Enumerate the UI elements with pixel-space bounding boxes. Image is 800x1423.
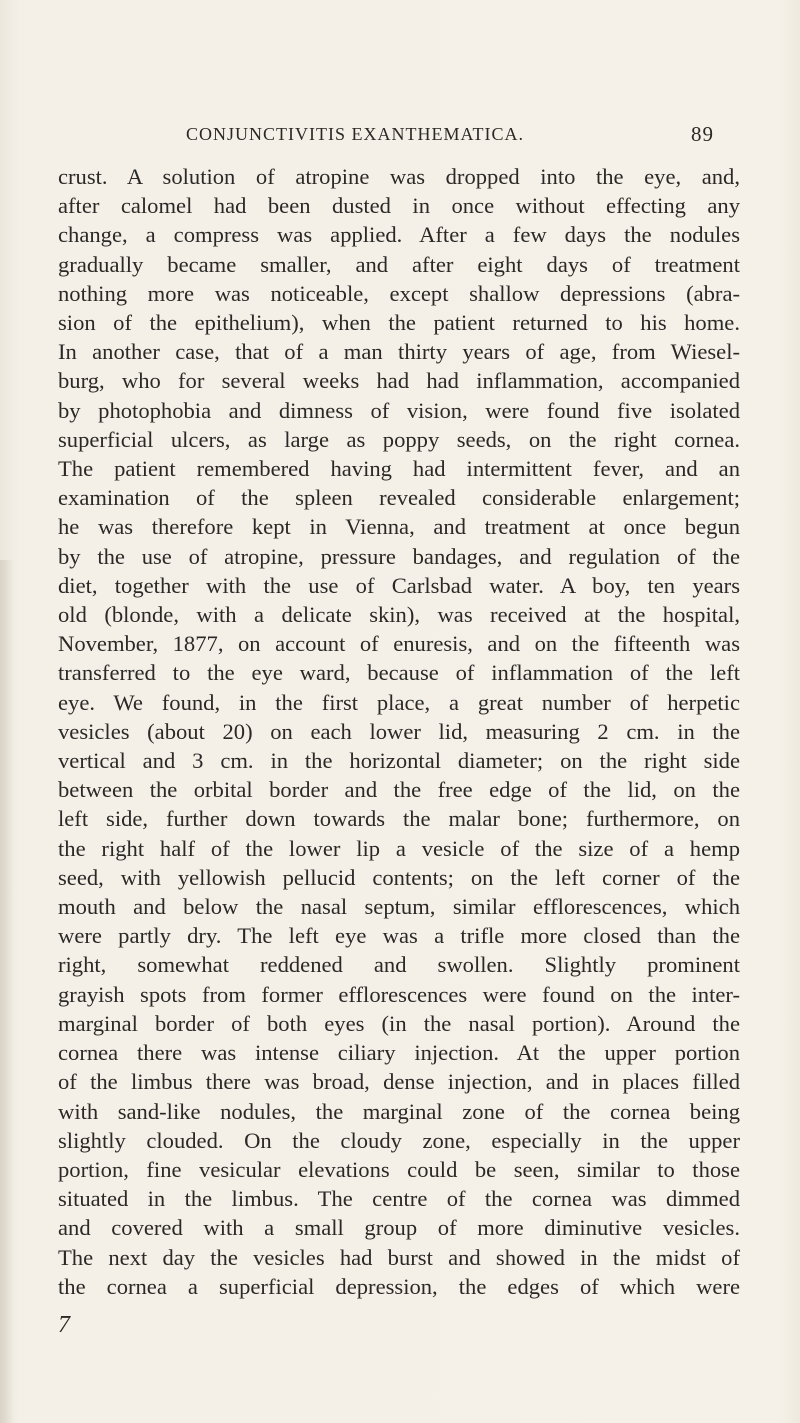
text-line: situated in the limbus. The centre of the cornea was dimmed xyxy=(58,1186,740,1212)
text-line: of the limbus there was broad, dense injection, and in places filled xyxy=(58,1069,740,1095)
text-line: right, somewhat reddened and swollen. Slightly prominent xyxy=(58,952,740,978)
text-line: vertical and 3 cm. in the horizontal diameter; on the right side xyxy=(58,748,740,774)
text-line: by photophobia and dimness of vision, were found five isolated xyxy=(58,397,740,423)
text-line: portion, fine vesicular elevations could be seen, similar to those xyxy=(58,1156,740,1182)
text-line: vesicles (about 20) on each lower lid, measuring 2 cm. in the xyxy=(58,718,740,744)
text-line: burg, who for several weeks had had inflammation, accompanied xyxy=(58,368,740,394)
text-line: sion of the epithelium), when the patient returned to his home. xyxy=(58,310,740,336)
text-line: gradually became smaller, and after eight days of treatment xyxy=(58,251,740,277)
text-line: were partly dry. The left eye was a trifle more closed than the xyxy=(58,923,740,949)
text-line: cornea there was intense ciliary injection. At the upper portion xyxy=(58,1040,740,1066)
text-line: The next day the vesicles had burst and showed in the midst of xyxy=(58,1244,740,1270)
text-line: November, 1877, on account of enuresis, and on the fifteenth was xyxy=(58,631,740,657)
text-line: marginal border of both eyes (in the nasal portion). Around the xyxy=(58,1010,740,1036)
text-line: the right half of the lower lip a vesicle of the size of a hemp xyxy=(58,835,740,861)
text-line: change, a compress was applied. After a few days the nodules xyxy=(58,222,740,248)
text-line: superficial ulcers, as large as poppy seeds, on the right cornea. xyxy=(58,426,740,452)
text-line: seed, with yellowish pellucid contents; on the left corner of the xyxy=(58,864,740,890)
page-number: 89 xyxy=(691,122,714,146)
text-line: grayish spots from former efflorescences were found on the inter- xyxy=(58,981,740,1007)
running-head xyxy=(186,120,714,150)
signature-mark: 7 xyxy=(58,1312,70,1338)
text-line: eye. We found, in the first place, a great number of herpetic xyxy=(58,689,740,715)
text-line: In another case, that of a man thirty years of age, from Wiesel- xyxy=(58,339,740,365)
text-line: The patient remembered having had intermittent fever, and an xyxy=(58,456,740,482)
text-line: mouth and below the nasal septum, similar efflorescences, which xyxy=(58,894,740,920)
page-gutter-shadow xyxy=(0,560,14,1423)
text-line: between the orbital border and the free edge of the lid, on the xyxy=(58,777,740,803)
text-line: the cornea a superficial depression, the edges of which were xyxy=(58,1273,740,1299)
text-line: diet, together with the use of Carlsbad water. A boy, ten years xyxy=(58,572,740,598)
text-line: old (blonde, with a delicate skin), was received at the hospital, xyxy=(58,602,740,628)
text-line: by the use of atropine, pressure bandages, and regulation of the xyxy=(58,543,740,569)
text-line: examination of the spleen revealed considerable enlargement; xyxy=(58,485,740,511)
text-line: slightly clouded. On the cloudy zone, especially in the upper xyxy=(58,1127,740,1153)
text-line: nothing more was noticeable, except shallow depressions (abra- xyxy=(58,280,740,306)
body-text xyxy=(58,162,740,1301)
text-line: crust. A solution of atropine was dropped into the eye, and, xyxy=(58,164,740,189)
running-head-title: CONJUNCTIVITIS EXANTHEMATICA. xyxy=(186,124,524,144)
text-line: with sand-like nodules, the marginal zone of the cornea being xyxy=(58,1098,740,1124)
text-line: after calomel had been dusted in once without effecting any xyxy=(58,193,740,219)
text-line: and covered with a small group of more diminutive vesicles. xyxy=(58,1215,740,1241)
text-line: left side, further down towards the malar bone; furthermore, on xyxy=(58,806,740,832)
text-line: he was therefore kept in Vienna, and treatment at once begun xyxy=(58,514,740,540)
text-line: transferred to the eye ward, because of inflammation of the left xyxy=(58,660,740,686)
